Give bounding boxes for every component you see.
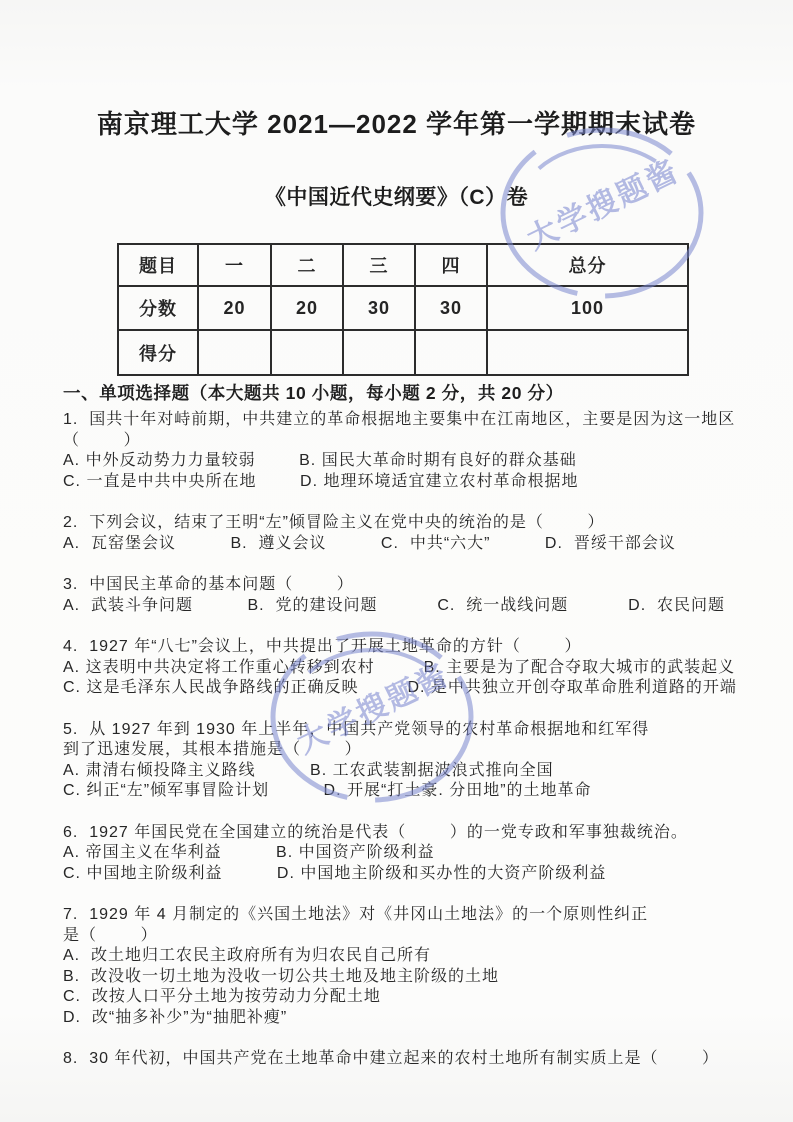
option-line: A. 肃清右倾投降主义路线 B. 工农武装割据波浪式推向全国 (63, 761, 554, 779)
question-8 (63, 1049, 741, 1070)
score-table-cell: 100 (487, 286, 688, 330)
question-line: 2. 下列会议，结束了王明“左”倾冒险主义在党中央的统治的是（ ） (63, 514, 605, 531)
question-1 (63, 410, 741, 492)
score-table-cell: 30 (415, 286, 487, 330)
score-table-cell (198, 330, 271, 375)
questions-section (63, 382, 741, 1091)
question-line: 1. 国共十年对峙前期，中共建立的革命根据地主要集中在江南地区，主要是因为这一地区 (63, 411, 736, 428)
score-table-earned-row (118, 330, 688, 375)
question-7 (63, 905, 741, 1028)
option-line: B. 改没收一切土地为没收一切公共土地及地主阶级的土地 (63, 967, 500, 985)
watermark-text: 大学搜题酱 (292, 657, 455, 760)
score-table-cell: 三 (343, 244, 415, 286)
score-table-cell: 四 (415, 244, 487, 286)
score-table-cell (487, 330, 688, 375)
score-table-cell: 总分 (487, 244, 688, 286)
option-line: C. 纠正“左”倾军事冒险计划 D. 开展“打土豪. 分田地”的土地革命 (63, 782, 592, 799)
question-line: 6. 1927 年国民党在全国建立的统治是代表（ ）的一党专政和军事独裁统治。 (63, 823, 688, 841)
question-line: 是（ ） (63, 926, 158, 944)
option-line: C. 一直是中共中央所在地 D. 地理环境适宜建立农村革命根据地 (63, 472, 579, 490)
question-line: 5. 从 1927 年到 1930 年上半年，中国共产党领导的农村革命根据地和红军得 (63, 720, 650, 738)
question-line: 8. 30 年代初，中国共产党在土地革命中建立起来的农村土地所有制实质上是（ ） (63, 1050, 720, 1067)
option-line: A. 帝国主义在华利益 B. 中国资产阶级利益 (63, 844, 435, 861)
option-line: C. 这是毛泽东人民战争路线的正确反映 D. 是中共独立开创夺取革命胜利道路的开端 (63, 679, 737, 696)
option-line: C. 中国地主阶级利益 D. 中国地主阶级和买办性的大资产阶级利益 (63, 864, 607, 882)
score-table-cell (343, 330, 415, 375)
score-table-header-row (118, 244, 688, 286)
question-4 (63, 637, 741, 699)
score-table-cell: 得分 (118, 330, 198, 375)
option-line: A. 瓦窑堡会议 B. 遵义会议 C. 中共“六大” D. 晋绥干部会议 (63, 534, 676, 552)
watermark-text: 大学搜题酱 (522, 153, 685, 256)
score-table-cell (271, 330, 343, 375)
exam-title: 南京理工大学 2021—2022 学年第一学期期末试卷 (96, 109, 697, 139)
question-2 (63, 513, 741, 554)
section-heading: 一、单项选择题（本大题共 10 小题，每小题 2 分，共 20 分） (63, 383, 564, 403)
score-table-cell: 30 (343, 286, 415, 330)
question-blank-line: （ ） (63, 431, 141, 449)
score-table-cell: 一 (198, 244, 271, 286)
question-line: 4. 1927 年“八七”会议上，中共提出了开展土地革命的方针（ ） (63, 638, 582, 655)
score-table-cell: 分数 (118, 286, 198, 330)
score-table-cell (415, 330, 487, 375)
score-table-cell: 题目 (118, 244, 198, 286)
question-5 (63, 720, 741, 802)
option-line: A. 中外反动势力力量较弱 B. 国民大革命时期有良好的群众基础 (63, 452, 577, 469)
option-line: A. 改土地归工农民主政府所有为归农民自己所有 (63, 947, 432, 964)
option-line: C. 改按人口平分土地为按劳动力分配土地 (63, 988, 381, 1005)
score-table-cell: 二 (271, 244, 343, 286)
score-table-cell: 20 (198, 286, 271, 330)
question-6 (63, 823, 741, 885)
option-line: A. 武装斗争问题 B. 党的建设问题 C. 统一战线问题 D. 农民问题 (63, 596, 726, 614)
option-line: A. 这表明中共决定将工作重心转移到农村 B. 主要是为了配合夺取大城市的武装起义 (63, 658, 736, 676)
score-table (117, 243, 689, 376)
question-3 (63, 575, 741, 616)
score-table-cell: 20 (271, 286, 343, 330)
question-line: 到了迅速发展，其根本措施是（ ） (63, 741, 362, 758)
exam-subtitle: 《中国近代史纲要》（C）卷 (264, 186, 529, 209)
option-line: D. 改“抽多补少”为“抽肥补瘦” (63, 1008, 288, 1026)
score-table-points-row (118, 286, 688, 330)
question-line: 3. 中国民主革命的基本问题（ ） (63, 576, 354, 593)
question-line: 7. 1929 年 4 月制定的《兴国土地法》对《井冈山土地法》的一个原则性纠正 (63, 906, 649, 923)
